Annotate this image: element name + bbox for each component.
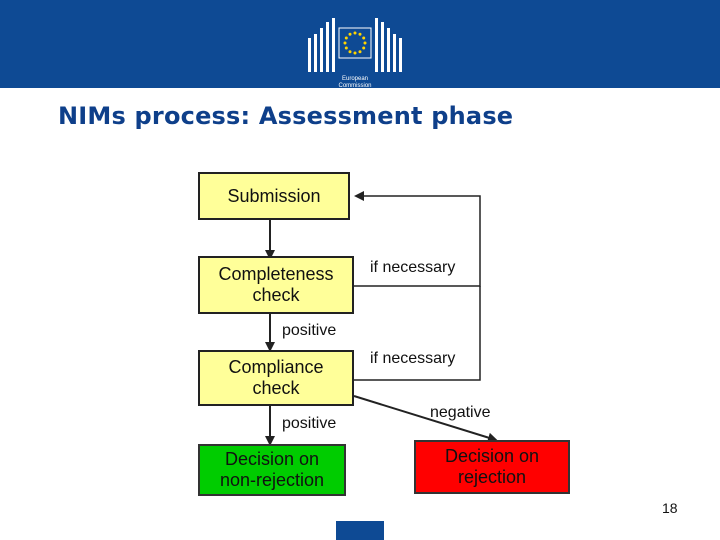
rejection-label-line1: Decision on	[444, 446, 540, 466]
decision-rejection-box	[414, 440, 570, 494]
submission-box	[198, 172, 350, 220]
completeness-check-box	[198, 256, 354, 314]
if-necessary-label-1: if necessary	[370, 259, 456, 276]
submission-label: Submission	[227, 185, 321, 206]
rejection-label-line2: rejection	[457, 467, 527, 487]
compliance-check-box	[198, 350, 354, 406]
page-number: 18	[662, 500, 678, 516]
positive-label-2: positive	[282, 415, 337, 432]
completeness-label-line2: check	[252, 285, 300, 305]
footer-flag	[336, 521, 384, 540]
compliance-label-line2: check	[252, 378, 300, 398]
non-rejection-label-line2: non-rejection	[219, 470, 325, 490]
negative-label: negative	[430, 404, 491, 421]
slide-title: NIMs process: Assessment phase	[58, 102, 514, 130]
positive-label-1: positive	[282, 322, 337, 339]
non-rejection-label-line1: Decision on	[224, 449, 320, 469]
logo-text-line1: European	[341, 76, 369, 82]
logo-text-line2: Commission	[338, 83, 372, 89]
decision-non-rejection-box	[198, 444, 346, 496]
completeness-label-line1: Completeness	[218, 264, 334, 284]
compliance-label-line1: Compliance	[228, 357, 324, 377]
if-necessary-label-2: if necessary	[370, 350, 456, 367]
